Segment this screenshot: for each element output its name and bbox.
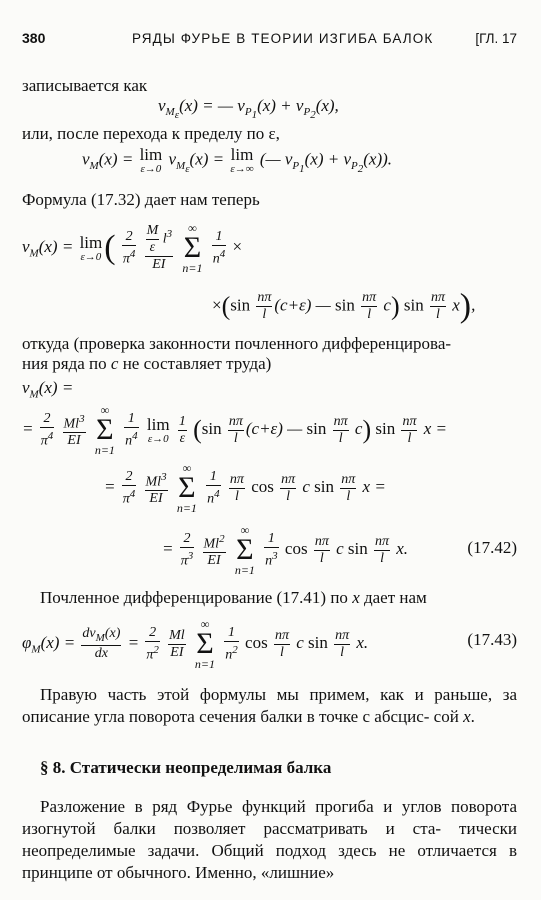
paragraph-text: Почленное дифференцирование (17.41) по: [40, 588, 348, 607]
paragraph-block: Правую часть этой формулы мы примем, как и раньше, за описание угла поворота сечения балки в точке с абсцис- сой x.: [22, 685, 517, 726]
paragraph-text: откуда (проверка законности почленного дифференцирова-: [22, 334, 452, 353]
formula-phi-m: $\varphi_M(x)$ = $\frac{dv_M(x)}{dx}$ = $\frac{2}{\pi^2}$ $\frac{Ml}{EI}$ ∞ Σ n=1 $\frac{1}{n^2}$ cos $\frac{n\pi}{l}$ c sin $\frac{n\pi}{l}$ x.: [22, 617, 369, 671]
paragraph-text: записывается как: [22, 76, 148, 95]
chapter-label: [ГЛ. 17: [475, 31, 517, 46]
formula-v-m-eps: $v_{M_\varepsilon}(x)$ = — $v_{P_1}(x) + v_{P_2}(x)$,: [158, 96, 339, 122]
paragraph-text: ния ряда по: [22, 354, 107, 373]
paragraph-text: дает нам: [363, 588, 427, 607]
formula-vm-limit-series-cont: ×(sin $\frac{n\pi}{l}$ (c+ε) — sin $\frac{n\pi}{l}$ c) sin $\frac{n\pi}{l}$ x),: [212, 287, 476, 325]
paragraph-text: или, после перехода к пределу по ε,: [22, 124, 280, 143]
section-number: § 8.: [40, 758, 66, 777]
formula-vm-line3: = $\frac{2}{\pi^3}$ $\frac{Ml^2}{EI}$ ∞ Σ n=1 $\frac{1}{n^3}$ cos $\frac{n\pi}{l}$ c sin $\frac{n\pi}{l}$ x.: [162, 523, 409, 577]
paragraph-text-line: Почленное дифференцирование (17.41) по x дает нам: [40, 588, 427, 607]
paragraph-text: не составляет труда): [122, 354, 272, 373]
paragraph-text-line: ния ряда по c не составляет труда): [22, 354, 272, 373]
paragraph-block: [22, 796, 517, 884]
running-title: РЯДЫ ФУРЬЕ В ТЕОРИИ ИЗГИБА БАЛОК: [132, 31, 434, 46]
section-title: Статически неопределимая балка: [69, 758, 332, 777]
paragraph-text: Правую часть этой формулы мы примем, как и раньше, за описание угла поворота сечения балки в точке с абсцис- сой: [22, 685, 517, 726]
paragraph-text: Разложение в ряд Фурье функций прогиба и углов поворота изогнутой балки позволяет рассматривать и ста- тически неопределимые задачи. Общий подход здесь не отличается в принципе от обычного. Именно, «лишние»: [22, 797, 517, 882]
formula-vm-line2: = $\frac{2}{\pi^4}$ $\frac{Ml^3}{EI}$ ∞ Σ n=1 $\frac{1}{n^4}$ $\frac{n\pi}{l}$ cos $\frac{n\pi}{l}$ c sin $\frac{n\pi}{l}$ x =: [104, 461, 386, 515]
formula-vm-limit-series: $v_M(x)$ = lim ε→0 ( $\frac{2}{\pi^4}$ $\frac{M}{\varepsilon}$ $l^3$ EI ∞ Σ n=1 $\frac{1}{n^4}$ ×: [22, 221, 243, 275]
page-number: 380: [22, 30, 46, 46]
formula-vm-line1: = $\frac{2}{\pi^4}$ $\frac{Ml^3}{EI}$ ∞ Σ n=1 $\frac{1}{n^4}$ lim ε→0 $\frac{1}{\varepsilon}$ (sin $\frac{n\pi}{l}$ (c+ε) — sin $\frac{n\pi}{l}$ c) sin $\frac{n\pi}{l}$ x =: [22, 403, 447, 457]
formula-limit: $v_M(x)$ = lim ε→0 $v_{M_\varepsilon}(x)$ = lim ε→∞ (— $v_{P_1}(x) + v_{P_2}(x)$).: [82, 145, 393, 175]
equation-number: (17.42): [467, 538, 517, 557]
page-header: [22, 30, 517, 52]
formula-vm-lhs: $v_M(x)$ =: [22, 378, 74, 401]
paragraph-text: Формула (17.32) дает нам теперь: [22, 190, 260, 209]
section-heading: [40, 758, 331, 778]
equation-number: (17.43): [467, 630, 517, 649]
